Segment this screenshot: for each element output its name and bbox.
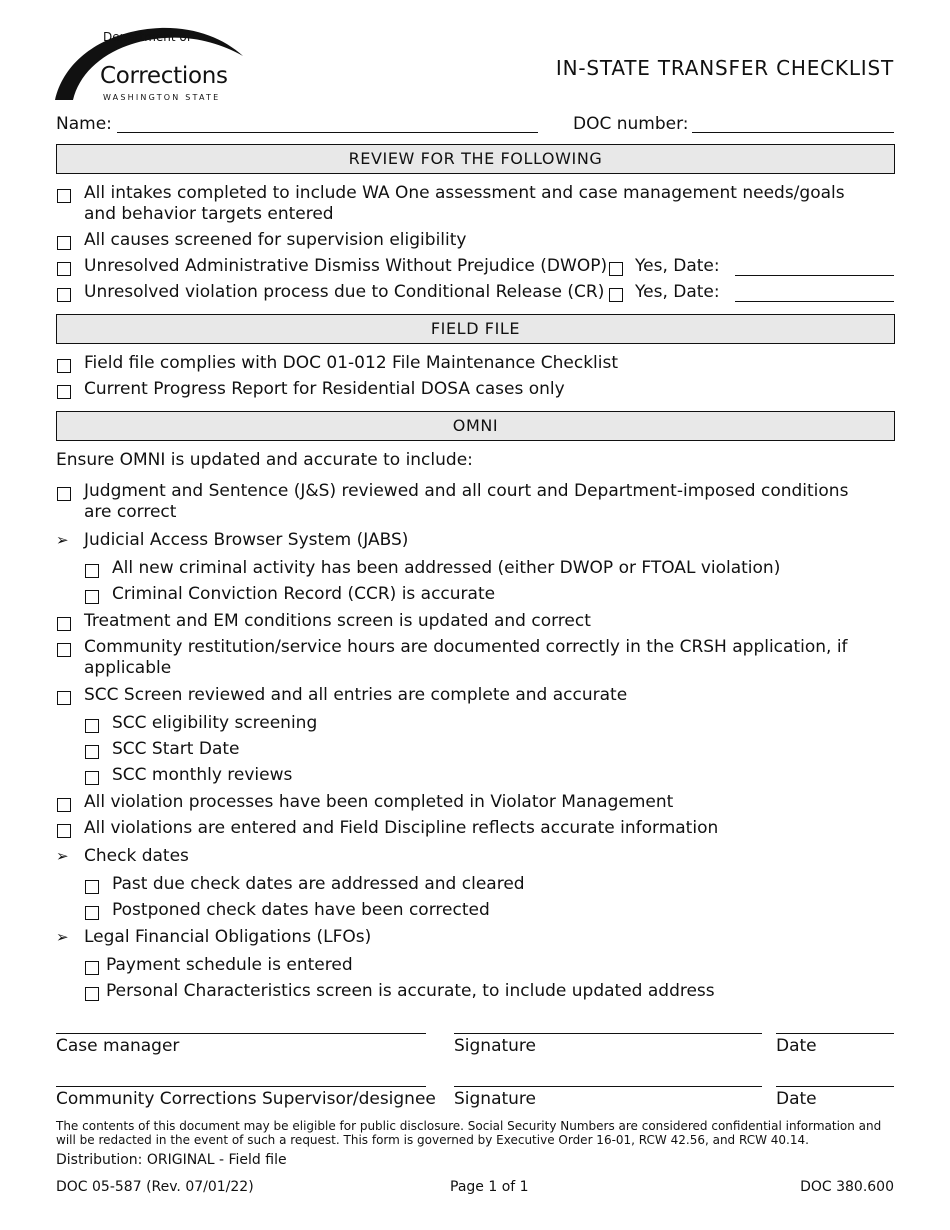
cr-date-field[interactable] [735,301,894,302]
doc-number-label: DOC number: [573,114,689,134]
checkbox-icon[interactable] [85,987,99,1001]
checkbox-icon[interactable] [57,691,71,705]
section-header-field-file: FIELD FILE [56,314,895,344]
distribution-text: Distribution: ORIGINAL - Field file [56,1152,287,1168]
checkbox-icon[interactable] [85,745,99,759]
logo-line-corrections: Corrections [100,63,228,89]
name-label: Name: [56,114,112,134]
checkbox-icon[interactable] [85,564,99,578]
checkbox-icon[interactable] [85,961,99,975]
case-manager-date-line[interactable] [776,1033,894,1034]
checkbox-icon[interactable] [85,719,99,733]
checkbox-icon[interactable] [57,288,71,302]
review-item-cr[interactable]: Unresolved violation process due to Conditional Release (CR) Yes, Date: [56,282,896,304]
policy-number: DOC 380.600 [800,1179,894,1195]
section-header-omni: OMNI [56,411,895,441]
arrow-bullet-icon: ➢ [56,531,69,549]
checkbox-icon[interactable] [609,262,623,276]
logo-line-department: Department of [103,30,191,44]
form-title: IN-STATE TRANSFER CHECKLIST [555,56,894,80]
checkbox-icon[interactable] [85,906,99,920]
checkbox-icon[interactable] [57,824,71,838]
disclosure-text: The contents of this document may be eligible for public disclosure. Social Security Numbers are considered confidential information and will be redacted in the event of such a request. This form is governed by Executive Order 16-01, RCW 42.56, and RCW 40.14. [56,1119,882,1147]
checkbox-icon[interactable] [57,236,71,250]
checkbox-icon[interactable] [57,262,71,276]
case-manager-line[interactable] [56,1033,426,1034]
supervisor-label: Community Corrections Supervisor/designee [56,1089,436,1109]
name-field[interactable] [117,132,538,133]
arrow-bullet-icon: ➢ [56,928,69,946]
checkbox-icon[interactable] [57,359,71,373]
checkbox-icon[interactable] [85,771,99,785]
checkbox-icon[interactable] [57,385,71,399]
signature-label: Signature [454,1089,537,1109]
checkbox-icon[interactable] [57,487,71,501]
section-header-review: REVIEW FOR THE FOLLOWING [56,144,895,174]
logo-line-state: WASHINGTON STATE [103,93,221,102]
checkbox-icon[interactable] [57,643,71,657]
date-label: Date [776,1036,817,1056]
arrow-bullet-icon: ➢ [56,847,69,865]
page-number: Page 1 of 1 [450,1179,529,1195]
checkbox-icon[interactable] [57,617,71,631]
supervisor-date-line[interactable] [776,1086,894,1087]
dwop-date-field[interactable] [735,275,894,276]
checkbox-icon[interactable] [57,189,71,203]
date-label: Date [776,1089,817,1109]
form-number: DOC 05-587 (Rev. 07/01/22) [56,1179,254,1195]
doc-number-field[interactable] [692,132,894,133]
checkbox-icon[interactable] [85,590,99,604]
supervisor-signature-line[interactable] [454,1086,762,1087]
checkbox-icon[interactable] [609,288,623,302]
checkbox-icon[interactable] [85,880,99,894]
case-manager-label: Case manager [56,1036,180,1056]
signature-label: Signature [454,1036,537,1056]
checkbox-icon[interactable] [57,798,71,812]
case-manager-signature-line[interactable] [454,1033,762,1034]
supervisor-line[interactable] [56,1086,426,1087]
review-item-dwop[interactable]: Unresolved Administrative Dismiss Without Prejudice (DWOP) Yes, Date: [56,256,896,278]
